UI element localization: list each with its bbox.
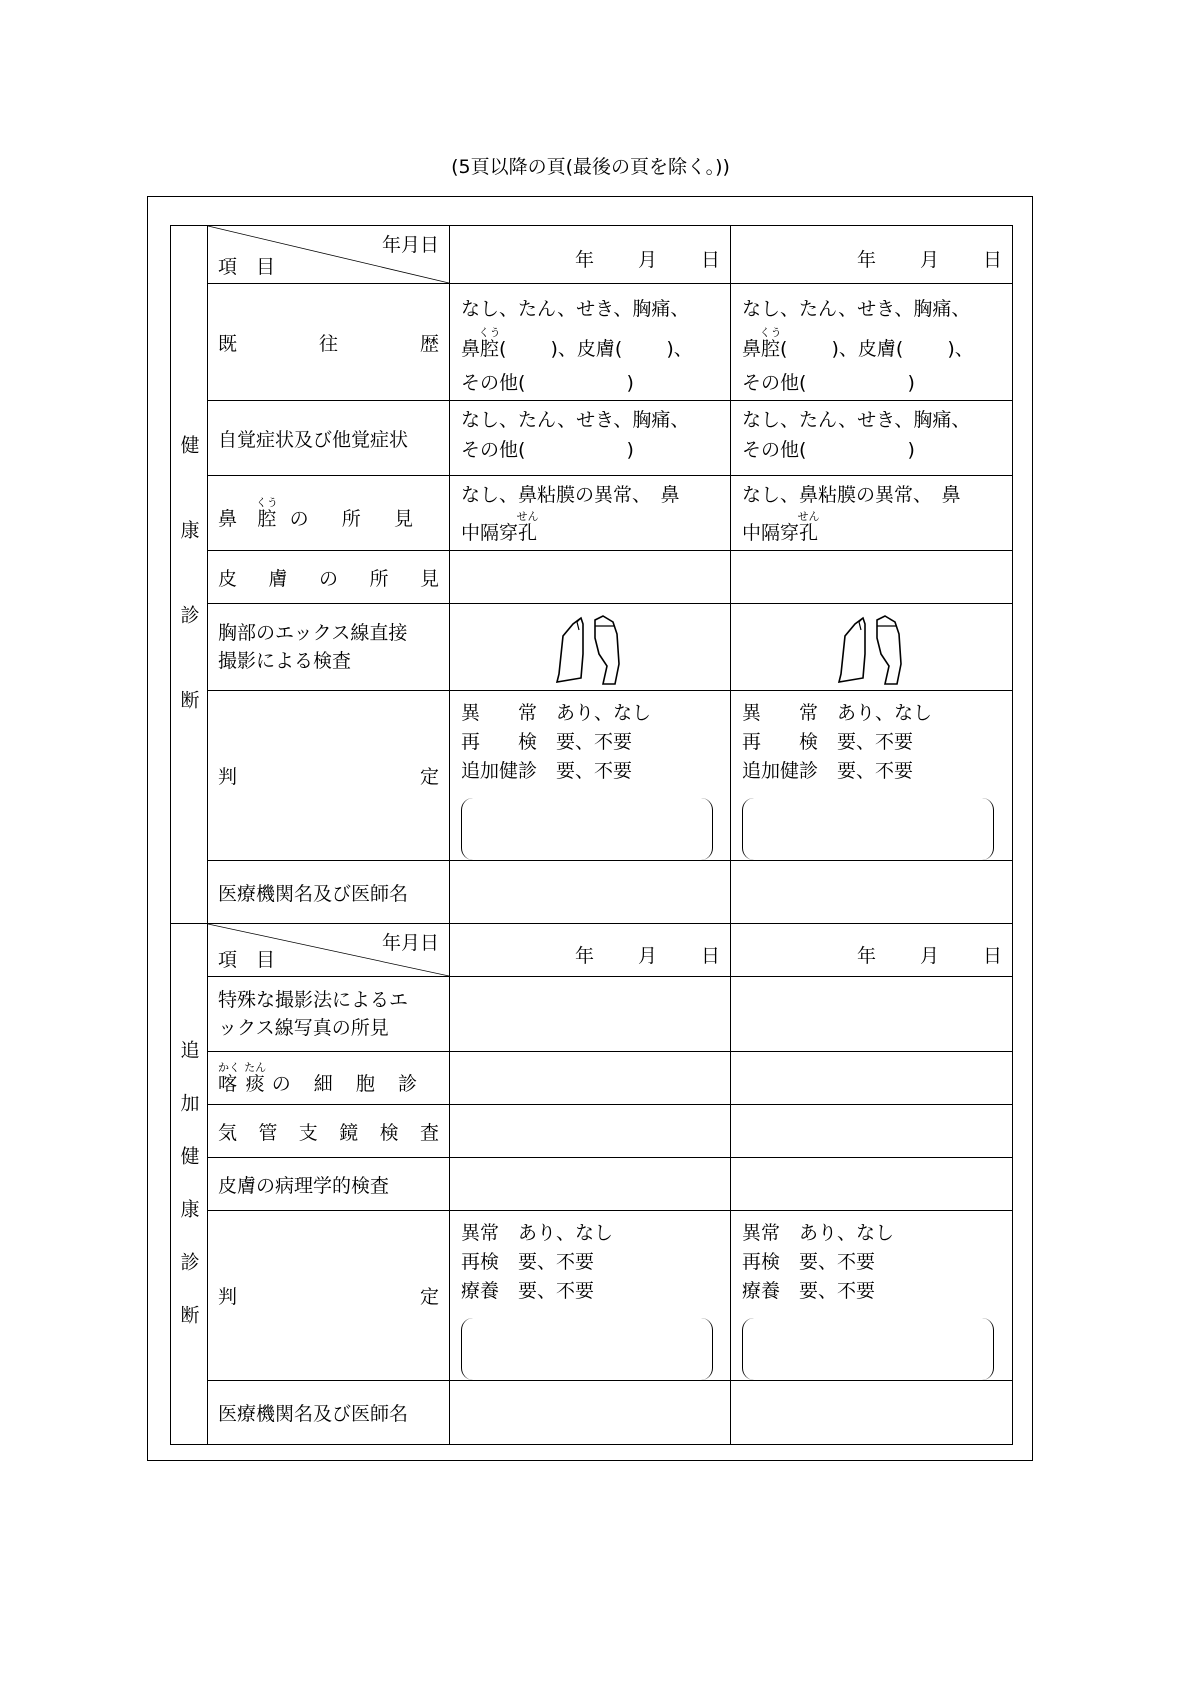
date-cell-2[interactable]: [731, 924, 1013, 977]
year-label: 年: [856, 944, 876, 967]
sputum-cell-1[interactable]: [450, 1052, 731, 1105]
nose-text: 鼻: [742, 338, 762, 360]
health-exam-table: [170, 225, 1013, 1445]
symptoms-line1: なし、たん、せき、胸痛、: [742, 409, 971, 431]
date-cell-2[interactable]: [731, 226, 1013, 284]
nasal-cell-1[interactable]: [450, 476, 731, 551]
judge-recheck: 再検 要、不要: [742, 1251, 876, 1273]
day-label: 日: [700, 944, 720, 967]
xray-cell-2[interactable]: [731, 604, 1013, 691]
skin-cell-2[interactable]: [731, 551, 1013, 604]
remarks-bracket[interactable]: [742, 1318, 994, 1380]
row-label-skin-pathology: 皮膚の病理学的検査: [208, 1158, 450, 1211]
page-title: (5頁以降の頁(最後の頁を除く。)): [451, 156, 730, 178]
lung-diagram-icon: [555, 614, 625, 686]
judge-abnormal: 異常 あり、なし: [461, 1222, 614, 1244]
skin-cell-1[interactable]: [450, 551, 731, 604]
row-label-special-xray: [208, 977, 450, 1052]
judgement-cell-2[interactable]: [731, 1211, 1013, 1381]
bronchoscopy-cell-2[interactable]: [731, 1105, 1013, 1158]
year-label: 年: [574, 944, 594, 967]
row-label-judgement: 判定: [208, 691, 450, 861]
label-line1: 特殊な撮影法によるエ: [218, 989, 409, 1011]
header-diagonal-cell: [208, 226, 450, 284]
symptoms-line2: その他( ): [461, 439, 634, 461]
history-options-line3: その他( ): [461, 372, 634, 394]
cavity-text: 腔: [759, 338, 782, 360]
furigana: くう: [478, 326, 501, 339]
furigana: くう: [759, 326, 782, 339]
day-label: 日: [982, 249, 1002, 271]
skin-pathology-cell-1[interactable]: [450, 1158, 731, 1211]
judge-recheck: 再 検 要、不要: [742, 731, 914, 753]
nose-text: 鼻: [461, 338, 481, 360]
section-label-text: 健康診断: [177, 435, 200, 775]
judgement-cell-1[interactable]: [450, 1211, 731, 1381]
lung-diagram-icon: [837, 614, 907, 686]
judge-additional: 追加健診 要、不要: [461, 760, 633, 782]
row-label-judgement: 判定: [208, 1211, 450, 1381]
bronchoscopy-cell-1[interactable]: [450, 1105, 731, 1158]
label-line1: 胸部のエックス線直接: [218, 622, 408, 644]
cavity-text: 腔: [478, 338, 501, 360]
skin-pathology-cell-2[interactable]: [731, 1158, 1013, 1211]
symptoms-line2: その他( ): [742, 439, 915, 461]
section-label-health: [171, 226, 208, 924]
date-label: 年月日: [381, 932, 439, 954]
label-line2: 撮影による検査: [218, 650, 352, 672]
item-label: 項 目: [218, 949, 276, 971]
label-part: 腔: [255, 507, 278, 530]
remarks-bracket[interactable]: [461, 798, 713, 860]
special-xray-cell-2[interactable]: [731, 977, 1013, 1052]
history-cell-1[interactable]: [450, 284, 731, 401]
symptoms-cell-2[interactable]: [731, 401, 1013, 476]
nasal-line1: なし、鼻粘膜の異常、 鼻: [461, 484, 680, 506]
judgement-cell-2[interactable]: [731, 691, 1013, 861]
furigana: せん: [797, 510, 820, 523]
furigana: かく: [218, 1060, 240, 1074]
nasal-text: 中隔穿: [742, 522, 800, 544]
nasal-cell-2[interactable]: [731, 476, 1013, 551]
judge-treatment: 療養 要、不要: [461, 1280, 595, 1302]
nasal-line2: [461, 510, 720, 548]
furigana: せん: [516, 510, 539, 523]
nasal-line2: [742, 510, 1002, 548]
sputum-cell-2[interactable]: [731, 1052, 1013, 1105]
item-label: 項 目: [218, 256, 276, 278]
date-cell-1[interactable]: [450, 226, 731, 284]
label-part: 鼻: [218, 507, 245, 530]
row-label-doctor: 医療機関名及び医師名: [208, 861, 450, 924]
label-part: 痰: [244, 1072, 267, 1095]
judge-recheck: 再検 要、不要: [461, 1251, 595, 1273]
history-options-line3: その他( ): [742, 372, 915, 394]
history-line2-rest: ( )、皮膚( )、: [499, 338, 693, 360]
judge-abnormal: 異 常 あり、なし: [742, 702, 933, 724]
nasal-text: 中隔穿: [461, 522, 519, 544]
month-label: 月: [637, 249, 657, 271]
label-part: の細胞診: [271, 1072, 439, 1095]
month-label: 月: [919, 944, 939, 967]
xray-cell-1[interactable]: [450, 604, 731, 691]
row-label-doctor: 医療機関名及び医師名: [208, 1381, 450, 1445]
row-label-sputum: [208, 1052, 450, 1105]
history-options-line1: なし、たん、せき、胸痛、: [461, 298, 690, 320]
month-label: 月: [919, 249, 939, 271]
hole-text: 孔: [797, 522, 820, 544]
year-label: 年: [856, 249, 876, 271]
doctor-cell-1[interactable]: [450, 1381, 731, 1445]
special-xray-cell-1[interactable]: [450, 977, 731, 1052]
year-label: 年: [574, 249, 594, 271]
row-label-xray: [208, 604, 450, 691]
row-label-skin: 皮膚の所見: [208, 551, 450, 604]
history-options-line2: [742, 326, 1002, 366]
date-cell-1[interactable]: [450, 924, 731, 977]
day-label: 日: [700, 249, 720, 271]
nasal-line1: なし、鼻粘膜の異常、 鼻: [742, 484, 961, 506]
row-label-symptoms: 自覚症状及び他覚症状: [208, 401, 450, 476]
row-label-bronchoscopy: 気管支鏡検査: [208, 1105, 450, 1158]
symptoms-cell-1[interactable]: [450, 401, 731, 476]
label-part: の所見: [289, 507, 439, 530]
judge-additional: 追加健診 要、不要: [742, 760, 914, 782]
day-label: 日: [982, 944, 1002, 967]
doctor-cell-2[interactable]: [731, 861, 1013, 924]
judge-recheck: 再 検 要、不要: [461, 731, 633, 753]
remarks-bracket[interactable]: [742, 798, 994, 860]
doctor-cell-2[interactable]: [731, 1381, 1013, 1445]
month-label: 月: [637, 944, 657, 967]
symptoms-line1: なし、たん、せき、胸痛、: [461, 409, 690, 431]
history-options-line2: [461, 326, 720, 366]
section-label-additional: [171, 924, 208, 1445]
label-part: 喀: [218, 1072, 240, 1095]
header-diagonal-cell: [208, 924, 450, 977]
label-line2: ックス線写真の所見: [218, 1017, 389, 1039]
judge-treatment: 療養 要、不要: [742, 1280, 876, 1302]
hole-text: 孔: [516, 522, 539, 544]
row-label-nasal: [208, 476, 450, 551]
judge-abnormal: 異常 あり、なし: [742, 1222, 895, 1244]
judgement-cell-1[interactable]: [450, 691, 731, 861]
history-options-line1: なし、たん、せき、胸痛、: [742, 298, 971, 320]
history-line2-rest: ( )、皮膚( )、: [780, 338, 974, 360]
remarks-bracket[interactable]: [461, 1318, 713, 1380]
furigana: くう: [255, 495, 278, 509]
furigana: たん: [244, 1060, 267, 1074]
section-label-text: 追加健康診断: [177, 1039, 200, 1358]
doctor-cell-1[interactable]: [450, 861, 731, 924]
date-label: 年月日: [381, 234, 439, 256]
judge-abnormal: 異 常 あり、なし: [461, 702, 652, 724]
row-label-history: 既往歴: [208, 284, 450, 401]
history-cell-2[interactable]: [731, 284, 1013, 401]
